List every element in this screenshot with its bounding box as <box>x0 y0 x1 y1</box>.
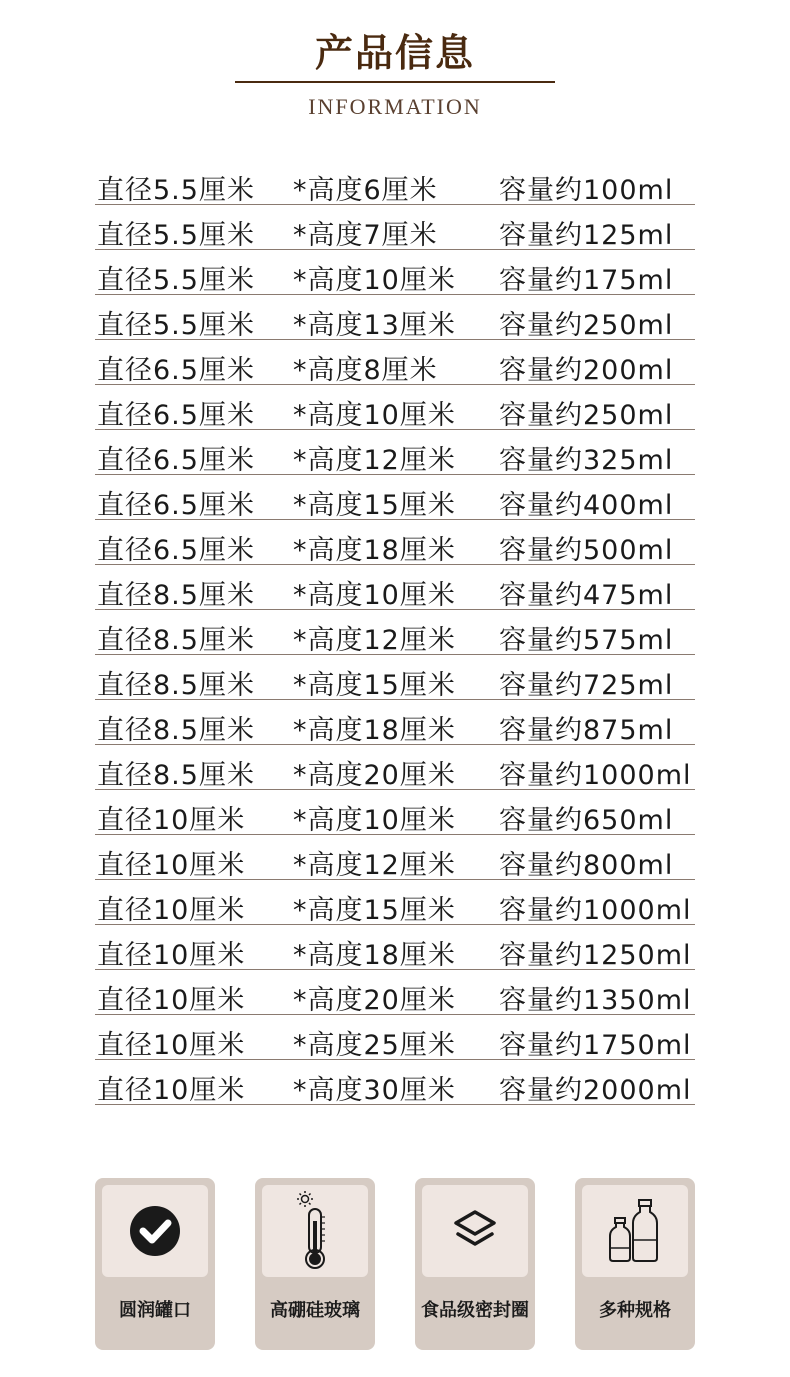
spec-diameter: 直径8.5厘米 <box>97 625 255 656</box>
spec-row <box>95 340 695 385</box>
spec-diameter: 直径8.5厘米 <box>97 715 255 746</box>
spec-height: *高度20厘米 <box>293 985 456 1016</box>
spec-capacity: 容量约2000ml <box>499 1075 692 1106</box>
spec-diameter: 直径10厘米 <box>97 805 246 836</box>
spec-capacity: 容量约400ml <box>499 490 674 521</box>
spec-diameter: 直径6.5厘米 <box>97 355 255 386</box>
spec-height: *高度10厘米 <box>293 265 456 296</box>
spec-capacity: 容量约125ml <box>499 220 674 251</box>
feature-label: 食品级密封圈 <box>421 1300 529 1321</box>
spec-height: *高度8厘米 <box>293 355 438 386</box>
spec-diameter: 直径10厘米 <box>97 895 246 926</box>
feature-label: 多种规格 <box>599 1300 671 1321</box>
spec-capacity: 容量约325ml <box>499 445 674 476</box>
spec-height: *高度10厘米 <box>293 805 456 836</box>
feature-card-rounded-rim <box>95 1178 215 1350</box>
spec-diameter: 直径10厘米 <box>97 850 246 881</box>
spec-diameter: 直径6.5厘米 <box>97 535 255 566</box>
spec-row <box>95 610 695 655</box>
feature-label: 圆润罐口 <box>119 1300 191 1321</box>
spec-row <box>95 160 695 205</box>
spec-capacity: 容量约500ml <box>499 535 674 566</box>
spec-row <box>95 250 695 295</box>
feature-card-sizes <box>575 1178 695 1350</box>
spec-row <box>95 1060 695 1105</box>
spec-capacity: 容量约875ml <box>499 715 674 746</box>
spec-row <box>95 520 695 565</box>
spec-height: *高度15厘米 <box>293 895 456 926</box>
spec-height: *高度12厘米 <box>293 850 456 881</box>
spec-capacity: 容量约200ml <box>499 355 674 386</box>
bottles-icon <box>605 1196 665 1266</box>
spec-row <box>95 835 695 880</box>
spec-diameter: 直径10厘米 <box>97 985 246 1016</box>
layers-icon <box>450 1208 500 1254</box>
spec-row <box>95 790 695 835</box>
feature-list <box>95 1178 695 1350</box>
feature-icon-box <box>262 1185 368 1277</box>
spec-height: *高度15厘米 <box>293 490 456 521</box>
spec-diameter: 直径5.5厘米 <box>97 220 255 251</box>
feature-icon-box <box>102 1185 208 1277</box>
spec-row <box>95 205 695 250</box>
page-header <box>0 0 790 140</box>
spec-capacity: 容量约250ml <box>499 400 674 431</box>
title-divider <box>235 81 555 83</box>
spec-capacity: 容量约1250ml <box>499 940 692 971</box>
spec-height: *高度15厘米 <box>293 670 456 701</box>
spec-capacity: 容量约1000ml <box>499 760 692 791</box>
check-circle-icon <box>127 1203 183 1259</box>
spec-capacity: 容量约1750ml <box>499 1030 692 1061</box>
spec-height: *高度18厘米 <box>293 940 456 971</box>
page-subtitle: INFORMATION <box>308 94 482 119</box>
spec-height: *高度13厘米 <box>293 310 456 341</box>
spec-height: *高度25厘米 <box>293 1030 456 1061</box>
spec-height: *高度12厘米 <box>293 445 456 476</box>
page-title: 产品信息 <box>314 31 475 75</box>
spec-height: *高度6厘米 <box>293 175 438 206</box>
spec-row <box>95 565 695 610</box>
spec-height: *高度20厘米 <box>293 760 456 791</box>
spec-height: *高度7厘米 <box>293 220 438 251</box>
spec-capacity: 容量约250ml <box>499 310 674 341</box>
spec-diameter: 直径8.5厘米 <box>97 760 255 791</box>
spec-capacity: 容量约475ml <box>499 580 674 611</box>
spec-row <box>95 700 695 745</box>
spec-diameter: 直径10厘米 <box>97 940 246 971</box>
spec-capacity: 容量约725ml <box>499 670 674 701</box>
spec-row <box>95 430 695 475</box>
spec-diameter: 直径8.5厘米 <box>97 670 255 701</box>
thermometer-icon <box>295 1191 335 1271</box>
spec-row <box>95 925 695 970</box>
spec-height: *高度18厘米 <box>293 535 456 566</box>
spec-diameter: 直径6.5厘米 <box>97 445 255 476</box>
spec-diameter: 直径10厘米 <box>97 1030 246 1061</box>
feature-label: 高硼硅玻璃 <box>270 1300 360 1321</box>
spec-diameter: 直径5.5厘米 <box>97 310 255 341</box>
spec-height: *高度30厘米 <box>293 1075 456 1106</box>
spec-row <box>95 745 695 790</box>
spec-capacity: 容量约1350ml <box>499 985 692 1016</box>
feature-icon-box <box>582 1185 688 1277</box>
spec-row <box>95 475 695 520</box>
spec-row <box>95 970 695 1015</box>
spec-height: *高度10厘米 <box>293 580 456 611</box>
spec-height: *高度12厘米 <box>293 625 456 656</box>
spec-row <box>95 1015 695 1060</box>
feature-icon-box <box>422 1185 528 1277</box>
spec-diameter: 直径6.5厘米 <box>97 490 255 521</box>
spec-row <box>95 385 695 430</box>
spec-height: *高度10厘米 <box>293 400 456 431</box>
spec-capacity: 容量约1000ml <box>499 895 692 926</box>
spec-capacity: 容量约800ml <box>499 850 674 881</box>
spec-capacity: 容量约575ml <box>499 625 674 656</box>
spec-capacity: 容量约100ml <box>499 175 674 206</box>
spec-row <box>95 880 695 925</box>
feature-card-seal <box>415 1178 535 1350</box>
spec-diameter: 直径5.5厘米 <box>97 265 255 296</box>
spec-table <box>95 160 695 1105</box>
spec-diameter: 直径6.5厘米 <box>97 400 255 431</box>
spec-row <box>95 295 695 340</box>
spec-diameter: 直径5.5厘米 <box>97 175 255 206</box>
spec-capacity: 容量约650ml <box>499 805 674 836</box>
feature-card-borosilicate <box>255 1178 375 1350</box>
spec-diameter: 直径10厘米 <box>97 1075 246 1106</box>
spec-capacity: 容量约175ml <box>499 265 674 296</box>
spec-diameter: 直径8.5厘米 <box>97 580 255 611</box>
spec-height: *高度18厘米 <box>293 715 456 746</box>
spec-row <box>95 655 695 700</box>
